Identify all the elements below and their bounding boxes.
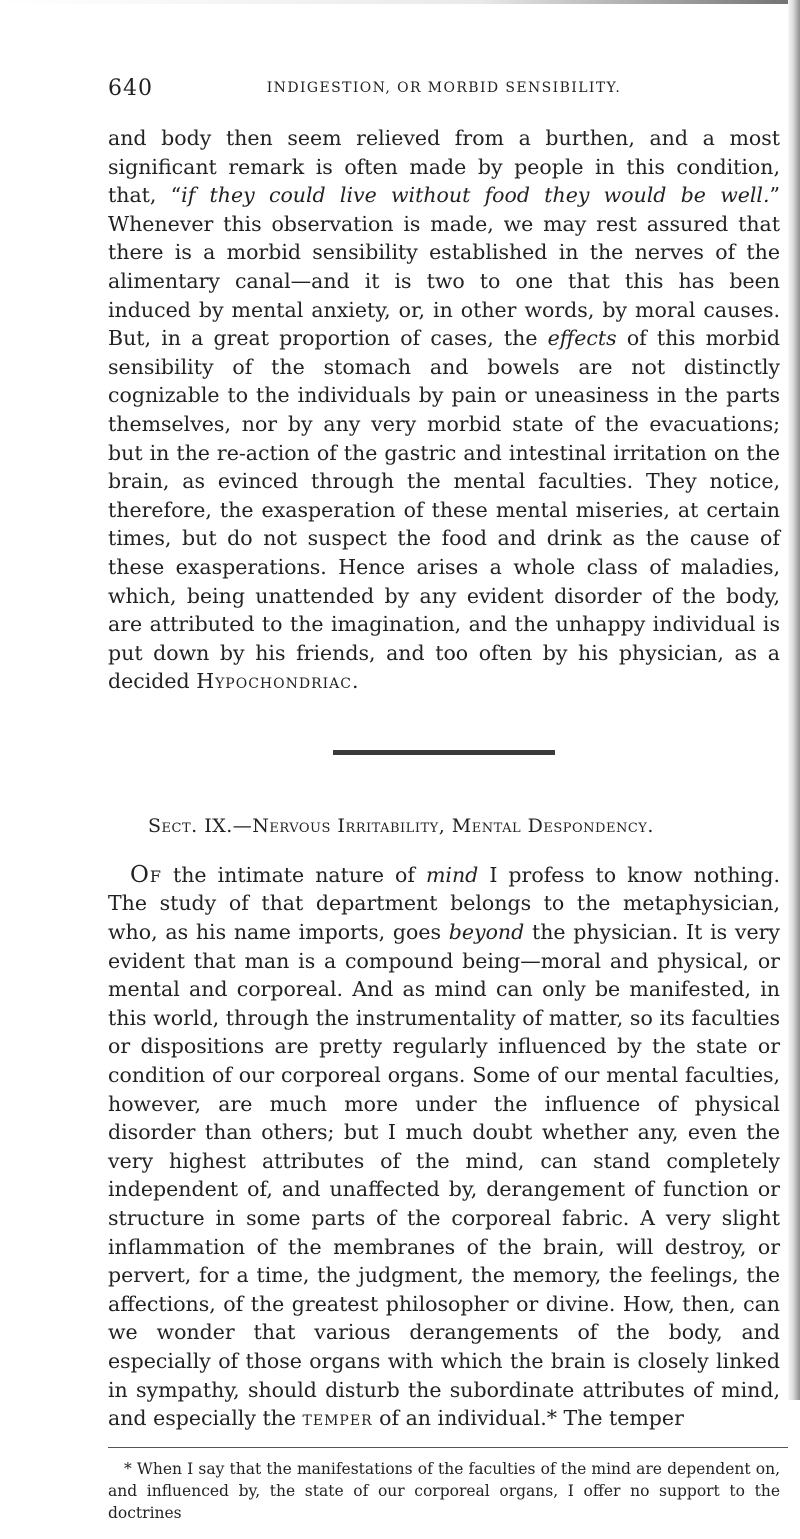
p1-quote: if they could live without food they would be well. <box>181 183 770 208</box>
page-binding-edge <box>788 0 800 1400</box>
p1-effects: effects <box>547 326 617 351</box>
footnote-rule <box>108 1447 788 1448</box>
scan-top-edge <box>0 0 800 4</box>
p2-text-b: I profess to know nothing. The study of that department belongs to the metaphysician, who, as his name imports, goes <box>108 862 781 945</box>
p1-hypochondriac: Hypochondriac. <box>196 669 360 694</box>
paragraph-2 <box>108 861 780 1433</box>
p2-opening-word: Of <box>130 861 162 888</box>
p2-beyond: beyond <box>448 920 525 945</box>
page-number: 640 <box>108 76 153 101</box>
paragraph-1 <box>108 124 780 696</box>
running-head <box>108 68 780 101</box>
p1-text-c: of this morbid sensibility of the stomach and bowels are not distinctly cognizable to the individuals by pain or uneasiness in the parts themselves, nor by any very morbid state of the evacuations; but in the re-action of the gastric and intestinal irritation on the brain, as evinced through the mental faculties. They notice, therefore, the exasperation of these mental miseries, at certain times, but do not suspect the food and drink as the cause of these exasperations. Hence arises a whole class of maladies, which, being unattended by any evident disorder of the body, are attributed to the imagination, and the unhappy individual is put down by his friends, and too often by his physician, as a decided <box>108 326 780 694</box>
p1-text-b: ” Whenever this observation is made, we may rest assured that there is a morbid sensibility established in the nerves of the alimentary canal—and it is two to one that this has been induced by mental anxiety, or, in other words, by moral causes. But, in a great proportion of cases, the <box>108 183 780 351</box>
section-divider <box>333 750 555 755</box>
running-title: INDIGESTION, OR MORBID SENSIBILITY. <box>266 80 622 96</box>
p2-mind: mind <box>425 862 479 887</box>
p2-text-c: the physician. It is very evident that man is a compound being—moral and physical, or mental and corporeal. And as mind can only be manifested, in this world, through the instrumentality of matter, so its faculties or dispositions are pretty regularly influenced by the state or condition of our corporeal organs. Some of our mental faculties, however, are much more under the influence of physical disorder than others; but I much doubt whether any, even the very highest attributes of the mind, can stand completely independent of, and unaffected by, derangement of function or structure in some parts of the corporeal fabric. A very slight inflammation of the membranes of the brain, will destroy, or pervert, for a time, the judgment, the memory, the feelings, the affections, of the greatest philosopher or divine. How, then, can we wonder that various derangements of the body, and especially of those organs with which the brain is closely linked in sympathy, should disturb the subordinate attributes of mind, and especially the <box>108 920 780 1431</box>
p2-temper: temper <box>302 1406 373 1431</box>
p2-text-d: of an individual.* The temper <box>372 1406 684 1431</box>
p1-text-a: and body then seem relieved from a burthen, and a most significant remark is often made by people in this condition, that, “ <box>108 126 780 208</box>
section-heading: Sect. IX.—Nervous Irritability, Mental Despondency. <box>148 814 654 837</box>
p2-text-a: the intimate nature of <box>161 862 426 887</box>
book-page <box>108 68 780 1539</box>
footnote: * When I say that the manifestations of the faculties of the mind are dependent on, and influenced by, the state of our corporeal organs, I offer no support to the doctrines <box>108 1459 780 1522</box>
